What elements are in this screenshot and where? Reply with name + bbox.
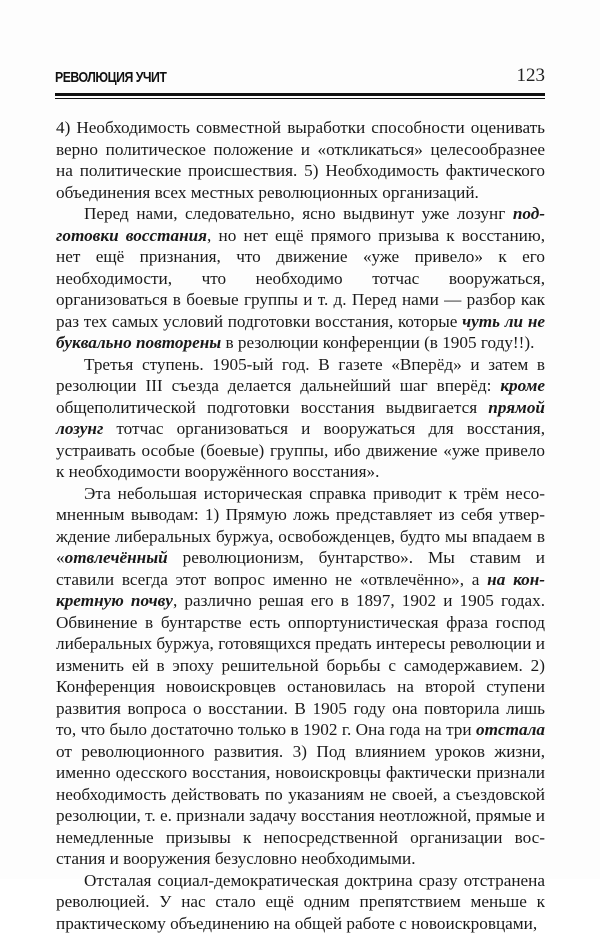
paragraph xyxy=(56,483,545,870)
text-run: , но нет ещё прямого призыва к восстанию, нет ещё признания, что движение «уже привело» к его необходимости, что необходимо тотчас вооружаться, организоваться в боевые группы и т. д. Перед нами — разбор как раз тех самых условий подготовки восстания, которые xyxy=(56,226,545,331)
emphasized-text: чуть ли не буквально повторены xyxy=(56,312,545,353)
header-rule-thin xyxy=(55,98,545,99)
emphasized-text: кроме xyxy=(500,376,545,395)
header-rule-thick xyxy=(55,93,545,96)
text-run: общеполитической подготовки восстания выдвигается xyxy=(56,398,488,417)
emphasized-text: подготовки восстания xyxy=(56,204,545,245)
paragraph xyxy=(56,117,545,203)
paragraph xyxy=(56,870,545,934)
text-run: 4) Необходимость совместной выработки способности оценивать верно политическое положение и «откликаться» целесообразнее на политические происшествия. 5) Необходимость фактического объединения всех местных революционных организаций. xyxy=(56,118,545,202)
running-head: РЕВОЛЮЦИЯ УЧИТ xyxy=(55,69,166,86)
text-run: Перед нами, следовательно, ясно выдвинут уже лозунг xyxy=(84,204,513,223)
emphasized-text: на конкретную почву xyxy=(56,570,545,611)
text-run: от революционного развития. 3) Под влиянием уроков жизни, именно одесского восстания, новоискровцы фактически признали необходимость действовать по указаниям не своей, а съездовской резолюции, т. е. признали задачу восстания неотложной, прямые и немедленные призывы к непосредственной организации восстания и вооружения безусловно необходимыми. xyxy=(56,742,545,869)
page-number: 123 xyxy=(517,65,546,87)
emphasized-text: прямой лозунг xyxy=(56,398,545,439)
text-run: революционизм, бунтарство». Мы ставим и ставили всегда этот вопрос именно не «отвлечённо», а xyxy=(56,548,545,589)
paragraph xyxy=(56,203,545,354)
emphasized-text: отстала xyxy=(476,720,545,739)
body-text xyxy=(56,117,545,934)
text-run: в резолюции конференции (в 1905 году!!). xyxy=(221,333,534,352)
text-run: Третья ступень. 1905-ый год. В газете «Вперёд» и затем в резолюции III съезда делается дальнейший шаг вперёд: xyxy=(56,355,545,396)
paragraph xyxy=(56,354,545,483)
text-run: , различно решая его в 1897, 1902 и 1905 годах. Обвинение в бунтарстве есть оппортунистическая фраза господ либеральных буржуа, готовящихся предать интересы революции и изменить ей в эпоху решительной борьбы с самодержавием. 2) Конференция новоискровцев остановилась на второй ступени развития вопроса о восстании. В 1905 году она повторила лишь то, что было достаточно только в 1902 г. Она года на три xyxy=(56,591,545,739)
text-run: Эта небольшая историческая справка приводит к трём несомненным выводам: 1) Прямую ложь представляет из себя утверждение либеральных буржуа, освобожденцев, будто мы впадаем в « xyxy=(56,484,545,568)
text-run: тотчас организоваться и вооружаться для восстания, устраивать особые (боевые) группы, ибо движение «уже привело к необходимости вооружённого восстания». xyxy=(56,419,545,481)
page-header xyxy=(55,68,545,92)
text-run: Отсталая социал-демократическая доктрина сразу отстранена революцией. У нас стало ещё одним препятствием меньше к практическому объединению на общей работе с новоискровцами, xyxy=(56,871,545,933)
emphasized-text: отвлечённый xyxy=(65,548,168,567)
